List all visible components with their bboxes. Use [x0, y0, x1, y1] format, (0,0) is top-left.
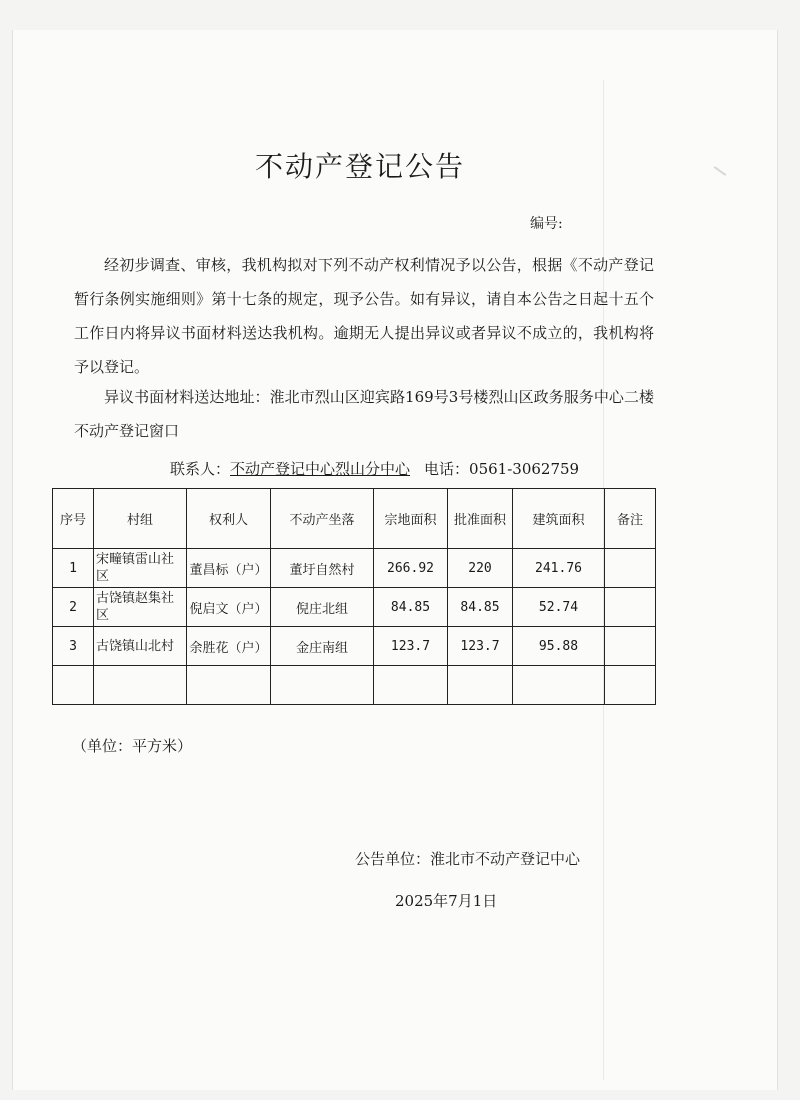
cell-land-area: 266.92	[374, 549, 448, 588]
column-header: 备注	[605, 489, 656, 549]
cell-building-area	[513, 666, 605, 705]
cell-no: 1	[53, 549, 94, 588]
table-header-row	[53, 489, 656, 549]
phone-number: 0561-3062759	[469, 460, 580, 478]
column-header: 宗地面积	[374, 489, 448, 549]
issuer-line: 公告单位：淮北市不动产登记中心	[355, 850, 581, 868]
cell-owner	[187, 666, 271, 705]
cell-location: 金庄南组	[271, 627, 374, 666]
cell-owner: 董昌标（户）	[187, 549, 271, 588]
cell-approved-area: 84.85	[448, 588, 513, 627]
cell-village: 古饶镇山北村	[94, 627, 187, 666]
contact-line	[170, 458, 579, 479]
cell-note	[605, 627, 656, 666]
cell-note	[605, 666, 656, 705]
cell-no: 2	[53, 588, 94, 627]
cell-owner: 余胜花（户）	[187, 627, 271, 666]
column-header: 权利人	[187, 489, 271, 549]
issue-date: 2025年7月1日	[395, 892, 498, 910]
cell-land-area: 123.7	[374, 627, 448, 666]
cell-approved-area: 123.7	[448, 627, 513, 666]
cell-building-area: 241.76	[513, 549, 605, 588]
cell-no	[53, 666, 94, 705]
cell-village: 古饶镇赵集社区	[94, 588, 187, 627]
contact-label: 联系人：	[170, 460, 231, 478]
column-header: 建筑面积	[513, 489, 605, 549]
notice-paragraph: 经初步调查、审核，我机构拟对下列不动产权利情况予以公告，根据《不动产登记暂行条例实施细则》第十七条的规定，现予公告。如有异议，请自本公告之日起十五个工作日内将异议书面材料送达我机构。逾期无人提出异议或者异议不成立的，我机构将予以登记。	[74, 256, 654, 376]
phone-label: 电话：	[424, 460, 470, 478]
cell-building-area: 95.88	[513, 627, 605, 666]
table-row	[53, 627, 656, 666]
cell-land-area: 84.85	[374, 588, 448, 627]
column-header: 批准面积	[448, 489, 513, 549]
cell-location	[271, 666, 374, 705]
cell-note	[605, 588, 656, 627]
table-row	[53, 549, 656, 588]
cell-approved-area: 220	[448, 549, 513, 588]
registration-table	[52, 488, 656, 705]
column-header: 序号	[53, 489, 94, 549]
cell-note	[605, 549, 656, 588]
cell-owner: 倪启文（户）	[187, 588, 271, 627]
objection-address-paragraph: 异议书面材料送达地址：淮北市烈山区迎宾路169号3号楼烈山区政务服务中心二楼不动产登记窗口	[74, 388, 654, 440]
cell-approved-area	[448, 666, 513, 705]
cell-no: 3	[53, 627, 94, 666]
table-row	[53, 588, 656, 627]
column-header: 不动产坐落	[271, 489, 374, 549]
cell-location: 董圩自然村	[271, 549, 374, 588]
cell-village	[94, 666, 187, 705]
unit-note: （单位：平方米）	[72, 737, 193, 755]
cell-village: 宋疃镇雷山社区	[94, 549, 187, 588]
column-header: 村组	[94, 489, 187, 549]
page-title: 不动产登记公告	[254, 150, 465, 183]
serial-number-label: 编号:	[530, 216, 563, 232]
cell-land-area	[374, 666, 448, 705]
contact-name: 不动产登记中心烈山分中心	[230, 460, 411, 478]
cell-building-area: 52.74	[513, 588, 605, 627]
cell-location: 倪庄北组	[271, 588, 374, 627]
table-row-empty	[53, 666, 656, 705]
